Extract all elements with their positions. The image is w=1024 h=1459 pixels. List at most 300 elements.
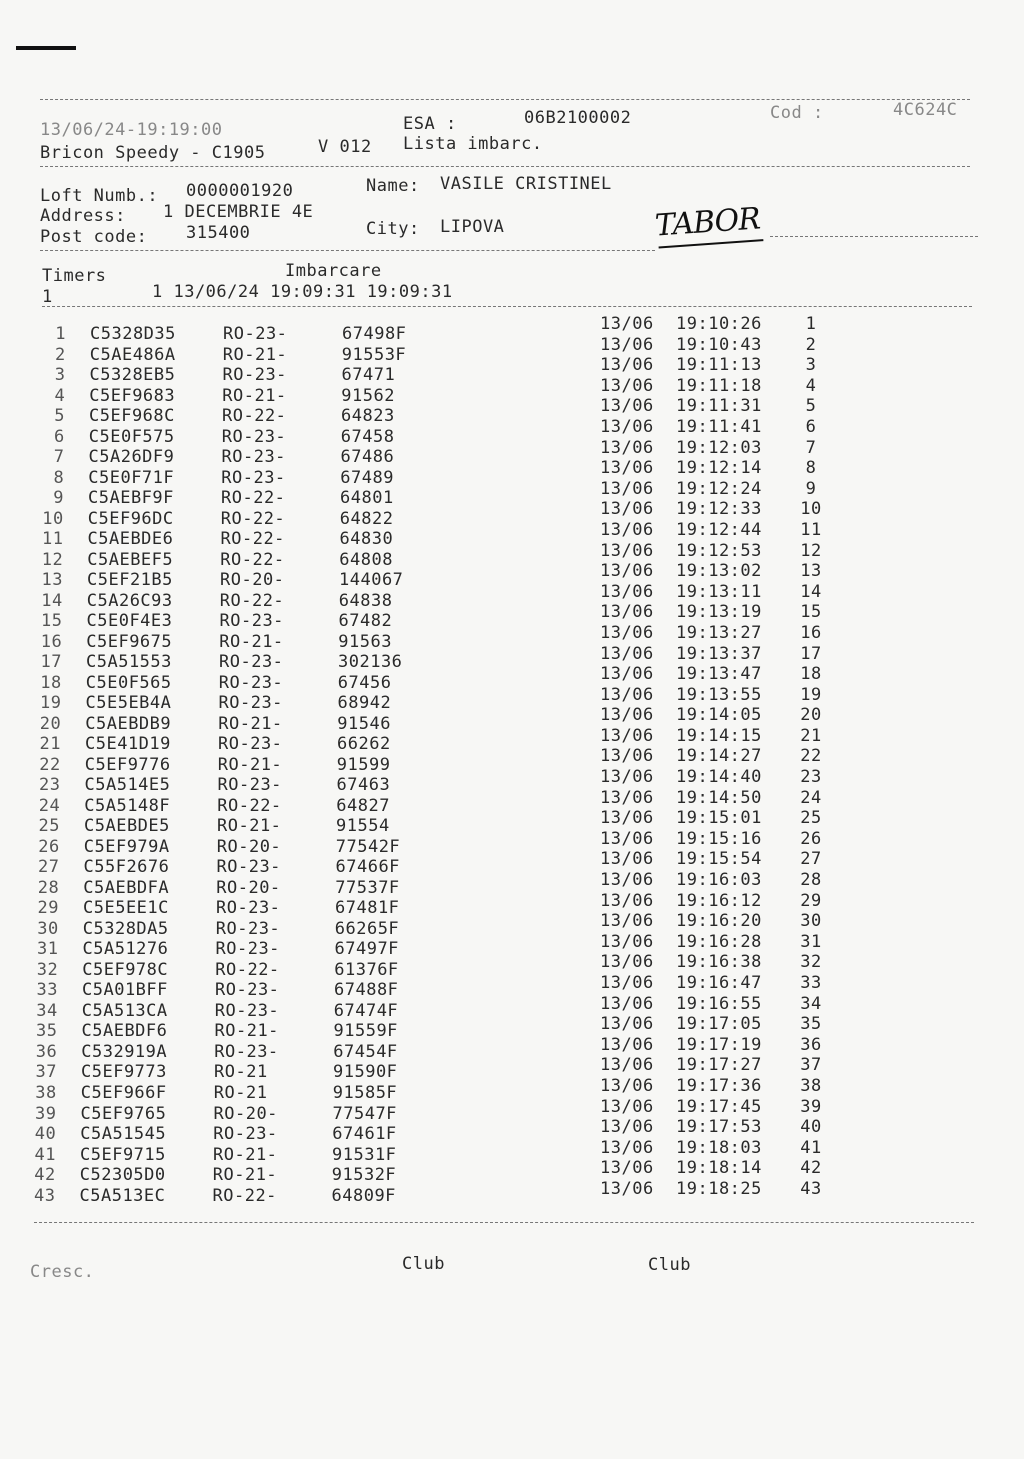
row-index: 29 — [37, 898, 59, 919]
pigeon-row — [0, 828, 1024, 857]
arrival-date: 13/06 — [600, 643, 654, 664]
ring-chip-id: C5E5EE1C — [83, 898, 169, 919]
ring-number: 66265F — [334, 918, 400, 939]
ring-number: 91553F — [341, 344, 407, 365]
ring-prefix: RO-21- — [213, 1144, 278, 1165]
arrival-position: 33 — [800, 973, 822, 993]
row-index: 10 — [42, 508, 64, 529]
arrival-time: 19:16:03 — [676, 870, 762, 891]
ring-chip-id: C5A51553 — [86, 652, 172, 673]
ring-number: 91599 — [336, 754, 391, 775]
ring-chip-id: C5A513CA — [81, 1000, 168, 1021]
ring-chip-id: C5A51276 — [82, 939, 169, 960]
separator-line — [40, 99, 970, 100]
arrival-position: 27 — [800, 849, 822, 870]
ring-chip-id: C5AEBDFA — [83, 877, 170, 898]
ring-chip-id: C5AEBDF6 — [81, 1021, 168, 1042]
ring-chip-id: C5AEBF9F — [88, 488, 174, 509]
ring-number: 67463 — [336, 775, 391, 796]
ring-prefix: RO-23- — [214, 1041, 279, 1062]
arrival-position: 1 — [805, 314, 817, 334]
timer-index: 1 — [42, 287, 53, 307]
arrival-position: 24 — [800, 787, 822, 808]
ring-prefix: RO-21- — [214, 1021, 279, 1042]
row-index: 33 — [36, 980, 58, 1001]
arrival-date: 13/06 — [600, 705, 654, 726]
row-index: 30 — [37, 918, 59, 939]
timers-label: Timers — [42, 266, 107, 286]
row-index: 6 — [54, 426, 65, 447]
pigeon-row — [0, 808, 1024, 837]
pigeon-row — [0, 725, 1024, 755]
loft-label: Loft Numb.: — [40, 186, 159, 206]
ring-number: 91559F — [333, 1021, 398, 1042]
ring-number: 67489 — [340, 467, 394, 488]
arrival-time: 19:11:31 — [676, 396, 762, 417]
arrival-time: 19:15:16 — [676, 828, 762, 849]
row-index: 27 — [38, 857, 60, 878]
arrival-time: 19:10:43 — [676, 334, 762, 355]
ring-number: 68942 — [337, 693, 392, 714]
ring-number: 66262 — [337, 734, 391, 755]
arrival-date: 13/06 — [600, 767, 654, 788]
arrival-position: 35 — [800, 1014, 822, 1035]
name-value: VASILE CRISTINEL — [440, 174, 612, 194]
ring-chip-id: C5AEBEF5 — [87, 549, 174, 570]
arrival-date: 13/06 — [600, 1096, 654, 1117]
ring-prefix: RO-23- — [213, 1124, 278, 1145]
pigeon-row — [0, 602, 1024, 632]
row-index: 28 — [37, 877, 60, 898]
club-signature-label-2: Club — [648, 1255, 691, 1275]
arrival-date: 13/06 — [600, 519, 654, 540]
row-index: 31 — [37, 939, 59, 960]
row-index: 20 — [39, 713, 62, 734]
arrival-time: 19:16:55 — [676, 993, 762, 1014]
arrival-time: 19:16:20 — [676, 911, 762, 932]
arrival-date: 13/06 — [600, 725, 654, 746]
arrival-position: 39 — [800, 1096, 822, 1117]
pigeon-row — [0, 437, 1024, 468]
ring-chip-id: C5A01BFF — [82, 980, 168, 1001]
pigeon-row — [0, 1014, 1024, 1042]
arrival-time: 19:18:25 — [676, 1178, 762, 1199]
ring-chip-id: C5EF966F — [80, 1083, 167, 1103]
ring-number: 302136 — [338, 652, 403, 673]
ring-chip-id: C5EF9776 — [84, 754, 171, 775]
ring-prefix: RO-23- — [218, 672, 284, 693]
arrival-date: 13/06 — [600, 828, 654, 849]
ring-number: 77542F — [335, 836, 401, 857]
ring-number: 91531F — [332, 1144, 397, 1165]
pigeon-row — [0, 870, 1024, 898]
arrival-date: 13/06 — [600, 973, 654, 993]
ring-number: 67497F — [334, 939, 399, 960]
row-index: 15 — [41, 611, 63, 632]
arrival-date: 13/06 — [600, 314, 654, 334]
ring-chip-id: C5AEBDE5 — [84, 816, 170, 837]
arrival-position: 5 — [805, 396, 817, 417]
row-index: 34 — [36, 1000, 58, 1021]
arrival-position: 8 — [805, 458, 817, 479]
ring-number: 91532F — [331, 1165, 397, 1186]
row-index: 35 — [36, 1021, 58, 1042]
arrival-time: 19:17:27 — [676, 1055, 762, 1076]
arrival-date: 13/06 — [600, 602, 654, 623]
arrival-date: 13/06 — [600, 1178, 654, 1199]
arrival-position: 15 — [800, 602, 822, 623]
arrival-time: 19:13:55 — [676, 684, 762, 705]
ring-prefix: RO-23- — [217, 775, 282, 796]
arrival-position: 30 — [800, 911, 822, 932]
ring-prefix: RO-23- — [221, 426, 287, 447]
arrival-time: 19:11:18 — [676, 375, 762, 396]
firmware-version: V 012 — [318, 137, 372, 157]
arrival-date: 13/06 — [600, 664, 654, 685]
row-index: 42 — [34, 1165, 56, 1186]
arrival-time: 19:11:13 — [676, 355, 762, 376]
ring-chip-id: C532919A — [81, 1041, 168, 1062]
ring-number: 91554 — [336, 816, 390, 837]
arrival-position: 11 — [800, 519, 822, 540]
row-index: 8 — [53, 467, 65, 488]
arrival-position: 10 — [800, 499, 822, 520]
ring-prefix: RO-20- — [216, 836, 282, 857]
row-index: 24 — [38, 795, 61, 816]
row-index: 17 — [40, 652, 62, 673]
ring-chip-id: C5E0F71F — [88, 467, 175, 488]
ring-chip-id: C5EF9765 — [80, 1103, 167, 1124]
ring-chip-id: C55F2676 — [83, 857, 170, 878]
ring-prefix: RO-23- — [218, 693, 283, 714]
arrival-date: 13/06 — [600, 890, 654, 911]
arrival-time: 19:15:54 — [676, 849, 762, 870]
handwritten-note: TABOR — [653, 201, 761, 244]
arrival-date: 13/06 — [600, 622, 654, 643]
arrival-time: 19:17:53 — [676, 1117, 762, 1138]
ring-number: 77537F — [335, 877, 400, 898]
separator-line — [40, 250, 655, 251]
pigeon-row — [0, 499, 1024, 529]
arrival-date: 13/06 — [600, 499, 654, 520]
ring-prefix: RO-21- — [219, 631, 284, 652]
arrival-position: 16 — [800, 622, 822, 643]
arrival-date: 13/06 — [600, 375, 654, 396]
ring-number: 67481F — [335, 898, 400, 919]
ring-number: 91585F — [332, 1083, 398, 1103]
row-index: 32 — [36, 959, 59, 980]
separator-line — [40, 166, 970, 167]
pigeon-row — [0, 1137, 1024, 1165]
pigeon-row — [0, 540, 1024, 570]
arrival-date: 13/06 — [600, 931, 654, 952]
ring-number: 67466F — [335, 857, 400, 878]
arrival-time: 19:13:47 — [676, 664, 762, 685]
ring-prefix: RO-20- — [220, 570, 285, 591]
ring-chip-id: C5328D35 — [90, 324, 176, 344]
name-label: Name: — [366, 176, 420, 196]
pigeon-row — [0, 478, 1024, 509]
arrival-position: 6 — [805, 416, 817, 437]
row-index: 39 — [35, 1103, 57, 1124]
ring-prefix: RO-23- — [215, 939, 280, 960]
row-index: 3 — [54, 365, 66, 386]
arrival-time: 19:17:19 — [676, 1034, 762, 1055]
arrival-date: 13/06 — [600, 437, 654, 458]
pigeon-row — [0, 973, 1024, 1001]
ring-number: 64808 — [339, 549, 393, 570]
arrival-position: 19 — [800, 684, 822, 705]
club-signature-label: Club — [402, 1254, 445, 1274]
pigeon-row — [0, 911, 1024, 939]
ring-chip-id: C5EF9683 — [89, 385, 176, 406]
arrival-time: 19:11:41 — [676, 416, 762, 437]
pigeon-row — [0, 314, 1024, 344]
arrival-position: 38 — [800, 1075, 822, 1096]
ring-chip-id: C5EF968C — [89, 406, 175, 427]
pigeon-row — [0, 705, 1024, 734]
row-index: 40 — [34, 1124, 57, 1145]
arrival-date: 13/06 — [600, 1055, 654, 1076]
row-index: 1 — [55, 324, 66, 344]
row-index: 11 — [42, 529, 64, 550]
breeder-signature-label: Cresc. — [30, 1262, 95, 1282]
arrival-position: 40 — [800, 1117, 822, 1138]
row-index: 14 — [41, 590, 63, 611]
postcode-label: Post code: — [40, 227, 148, 247]
pigeon-row — [0, 458, 1024, 488]
row-index: 43 — [34, 1185, 56, 1206]
esa-label: ESA : — [403, 114, 457, 134]
row-index: 22 — [39, 754, 61, 775]
ring-number: 64822 — [339, 508, 394, 529]
ring-prefix: RO-21- — [217, 816, 282, 837]
row-index: 5 — [54, 406, 65, 427]
loft-value: 0000001920 — [186, 181, 294, 201]
ring-chip-id: C5E5EB4A — [85, 693, 172, 714]
ring-prefix: RO-22- — [219, 590, 285, 611]
row-index: 41 — [34, 1144, 56, 1165]
ring-prefix: RO-23- — [215, 918, 281, 939]
arrival-position: 34 — [800, 993, 822, 1014]
arrival-position: 13 — [800, 561, 822, 582]
ring-chip-id: C5A26C93 — [86, 590, 173, 611]
arrival-position: 20 — [800, 705, 822, 726]
arrival-time: 19:18:14 — [676, 1158, 762, 1179]
ring-chip-id: C5A513EC — [79, 1185, 166, 1206]
ring-prefix: RO-23- — [214, 1000, 280, 1021]
arrival-position: 9 — [805, 478, 817, 499]
ring-prefix: RO-21- — [222, 344, 288, 365]
row-index: 13 — [41, 570, 63, 591]
row-index: 19 — [40, 693, 62, 714]
arrival-position: 14 — [800, 581, 822, 602]
pigeon-row — [0, 581, 1024, 611]
pigeon-row — [0, 952, 1024, 980]
pigeon-row — [0, 993, 1024, 1021]
ring-chip-id: C5E0F4E3 — [86, 611, 173, 632]
arrival-time: 19:14:15 — [676, 725, 762, 746]
row-index: 7 — [53, 447, 65, 468]
pigeon-row — [0, 746, 1024, 775]
imbarcare-label: Imbarcare — [285, 261, 382, 281]
ring-chip-id: C5AEBDB9 — [85, 713, 172, 734]
cod-value: 4C624C — [893, 100, 958, 120]
ring-chip-id: C5328EB5 — [89, 365, 176, 386]
ring-chip-id: C5AEBDE6 — [87, 529, 174, 550]
ring-number: 67454F — [333, 1041, 398, 1062]
arrival-date: 13/06 — [600, 870, 654, 891]
ring-prefix: RO-22- — [215, 959, 280, 980]
arrival-position: 2 — [805, 334, 817, 355]
pigeon-row — [0, 890, 1024, 919]
arrival-time: 19:14:05 — [676, 705, 762, 726]
arrival-date: 13/06 — [600, 787, 654, 808]
ring-prefix: RO-23- — [218, 734, 283, 755]
pigeon-row — [0, 787, 1024, 816]
ring-number: 64809F — [331, 1185, 396, 1206]
arrival-position: 17 — [800, 643, 822, 664]
arrival-date: 13/06 — [600, 849, 654, 870]
pigeon-list — [0, 314, 1024, 1206]
ring-number: 67471 — [341, 365, 396, 386]
ring-chip-id: C5328DA5 — [82, 918, 169, 939]
arrival-date: 13/06 — [600, 746, 654, 767]
arrival-position: 21 — [800, 725, 822, 746]
ring-prefix: RO-22- — [220, 529, 285, 550]
ring-chip-id: C5EF9773 — [81, 1062, 167, 1083]
ring-prefix: RO-23- — [221, 447, 286, 468]
pigeon-row — [0, 519, 1024, 550]
arrival-position: 18 — [800, 664, 822, 685]
row-index: 2 — [55, 344, 66, 365]
ring-prefix: RO-21- — [218, 713, 283, 734]
ring-number: 64830 — [339, 529, 394, 550]
pigeon-row — [0, 849, 1024, 878]
pigeon-row — [0, 684, 1024, 714]
arrival-time: 19:16:12 — [676, 890, 762, 911]
arrival-time: 19:14:40 — [676, 767, 762, 788]
arrival-position: 7 — [805, 437, 817, 458]
arrival-time: 19:16:38 — [676, 952, 762, 973]
ring-chip-id: C5E0F565 — [85, 672, 172, 693]
arrival-position: 25 — [800, 808, 822, 829]
ring-prefix: RO-22- — [220, 508, 286, 529]
arrival-position: 32 — [800, 952, 822, 973]
city-value: LIPOVA — [440, 217, 505, 237]
arrival-date: 13/06 — [600, 1158, 654, 1179]
arrival-date: 13/06 — [600, 396, 654, 417]
ring-number: 91546 — [337, 713, 391, 734]
ring-chip-id: C5A514E5 — [84, 775, 171, 796]
ring-number: 64827 — [336, 795, 390, 816]
arrival-time: 19:13:19 — [676, 602, 762, 623]
row-index: 4 — [54, 385, 66, 406]
ring-prefix: RO-21- — [217, 754, 283, 775]
ring-number: 64801 — [340, 488, 394, 509]
postcode-value: 315400 — [186, 223, 251, 243]
ring-number: 91590F — [333, 1062, 398, 1083]
ring-chip-id: C5EF9675 — [86, 631, 173, 652]
arrival-date: 13/06 — [600, 478, 654, 499]
arrival-position: 31 — [800, 931, 822, 952]
esa-value: 06B2100002 — [524, 108, 632, 128]
ring-chip-id: C5AE486A — [89, 344, 176, 365]
address-label: Address: — [40, 206, 126, 226]
arrival-time: 19:13:37 — [676, 643, 762, 664]
arrival-date: 13/06 — [600, 993, 654, 1014]
arrival-date: 13/06 — [600, 416, 654, 437]
ring-number: 67488F — [334, 980, 399, 1001]
arrival-time: 19:14:27 — [676, 746, 762, 767]
ring-number: 67456 — [337, 672, 392, 693]
pigeon-row — [0, 561, 1024, 591]
ring-chip-id: C5E41D19 — [85, 734, 171, 755]
ring-prefix: RO-23- — [219, 652, 284, 673]
ring-prefix: RO-23- — [216, 857, 281, 878]
city-label: City: — [366, 219, 420, 239]
ring-number: 61376F — [334, 959, 399, 980]
ring-chip-id: C5E0F575 — [88, 426, 175, 447]
ring-number: 67498F — [342, 324, 407, 344]
row-index: 12 — [41, 549, 64, 570]
arrival-position: 12 — [800, 540, 822, 561]
ring-number: 64838 — [338, 590, 393, 611]
row-index: 23 — [39, 775, 61, 796]
separator-line — [770, 236, 978, 237]
top-edge-mark — [16, 46, 76, 50]
cod-label: Cod : — [770, 103, 824, 123]
print-datetime: 13/06/24-19:19:00 — [40, 120, 223, 140]
arrival-position: 41 — [800, 1137, 822, 1158]
arrival-date: 13/06 — [600, 911, 654, 932]
arrival-time: 19:13:11 — [676, 581, 762, 602]
arrival-date: 13/06 — [600, 581, 654, 602]
row-index: 9 — [53, 488, 64, 509]
ring-number: 67486 — [340, 447, 395, 468]
arrival-time: 19:17:36 — [676, 1075, 762, 1096]
arrival-date: 13/06 — [600, 684, 654, 705]
pigeon-row — [0, 767, 1024, 796]
ring-number: 67482 — [338, 611, 393, 632]
ring-prefix: RO-21 — [213, 1083, 268, 1103]
ring-chip-id: C5EF21B5 — [87, 570, 173, 591]
row-index: 18 — [40, 672, 62, 693]
pigeon-row — [0, 931, 1024, 960]
arrival-date: 13/06 — [600, 952, 654, 973]
pigeon-row — [0, 1158, 1024, 1186]
row-index: 37 — [35, 1062, 57, 1083]
ring-prefix: RO-22- — [217, 795, 282, 816]
arrival-time: 19:16:28 — [676, 931, 762, 952]
row-index: 38 — [35, 1083, 57, 1103]
device-name: Bricon Speedy - C1905 — [40, 143, 266, 163]
arrival-time: 19:15:01 — [676, 808, 762, 829]
ring-prefix: RO-22- — [220, 549, 285, 570]
arrival-date: 13/06 — [600, 808, 654, 829]
arrival-date: 13/06 — [600, 1014, 654, 1035]
pigeon-row — [0, 1178, 1024, 1206]
arrival-time: 19:17:05 — [676, 1014, 762, 1035]
arrival-time: 19:12:14 — [676, 458, 762, 479]
ring-number: 67474F — [333, 1000, 399, 1021]
separator-line — [34, 1222, 974, 1223]
arrival-position: 29 — [800, 890, 822, 911]
arrival-date: 13/06 — [600, 1075, 654, 1096]
pigeon-row — [0, 643, 1024, 673]
ring-prefix: RO-23- — [219, 611, 284, 632]
ring-chip-id: C5A51545 — [80, 1124, 167, 1145]
